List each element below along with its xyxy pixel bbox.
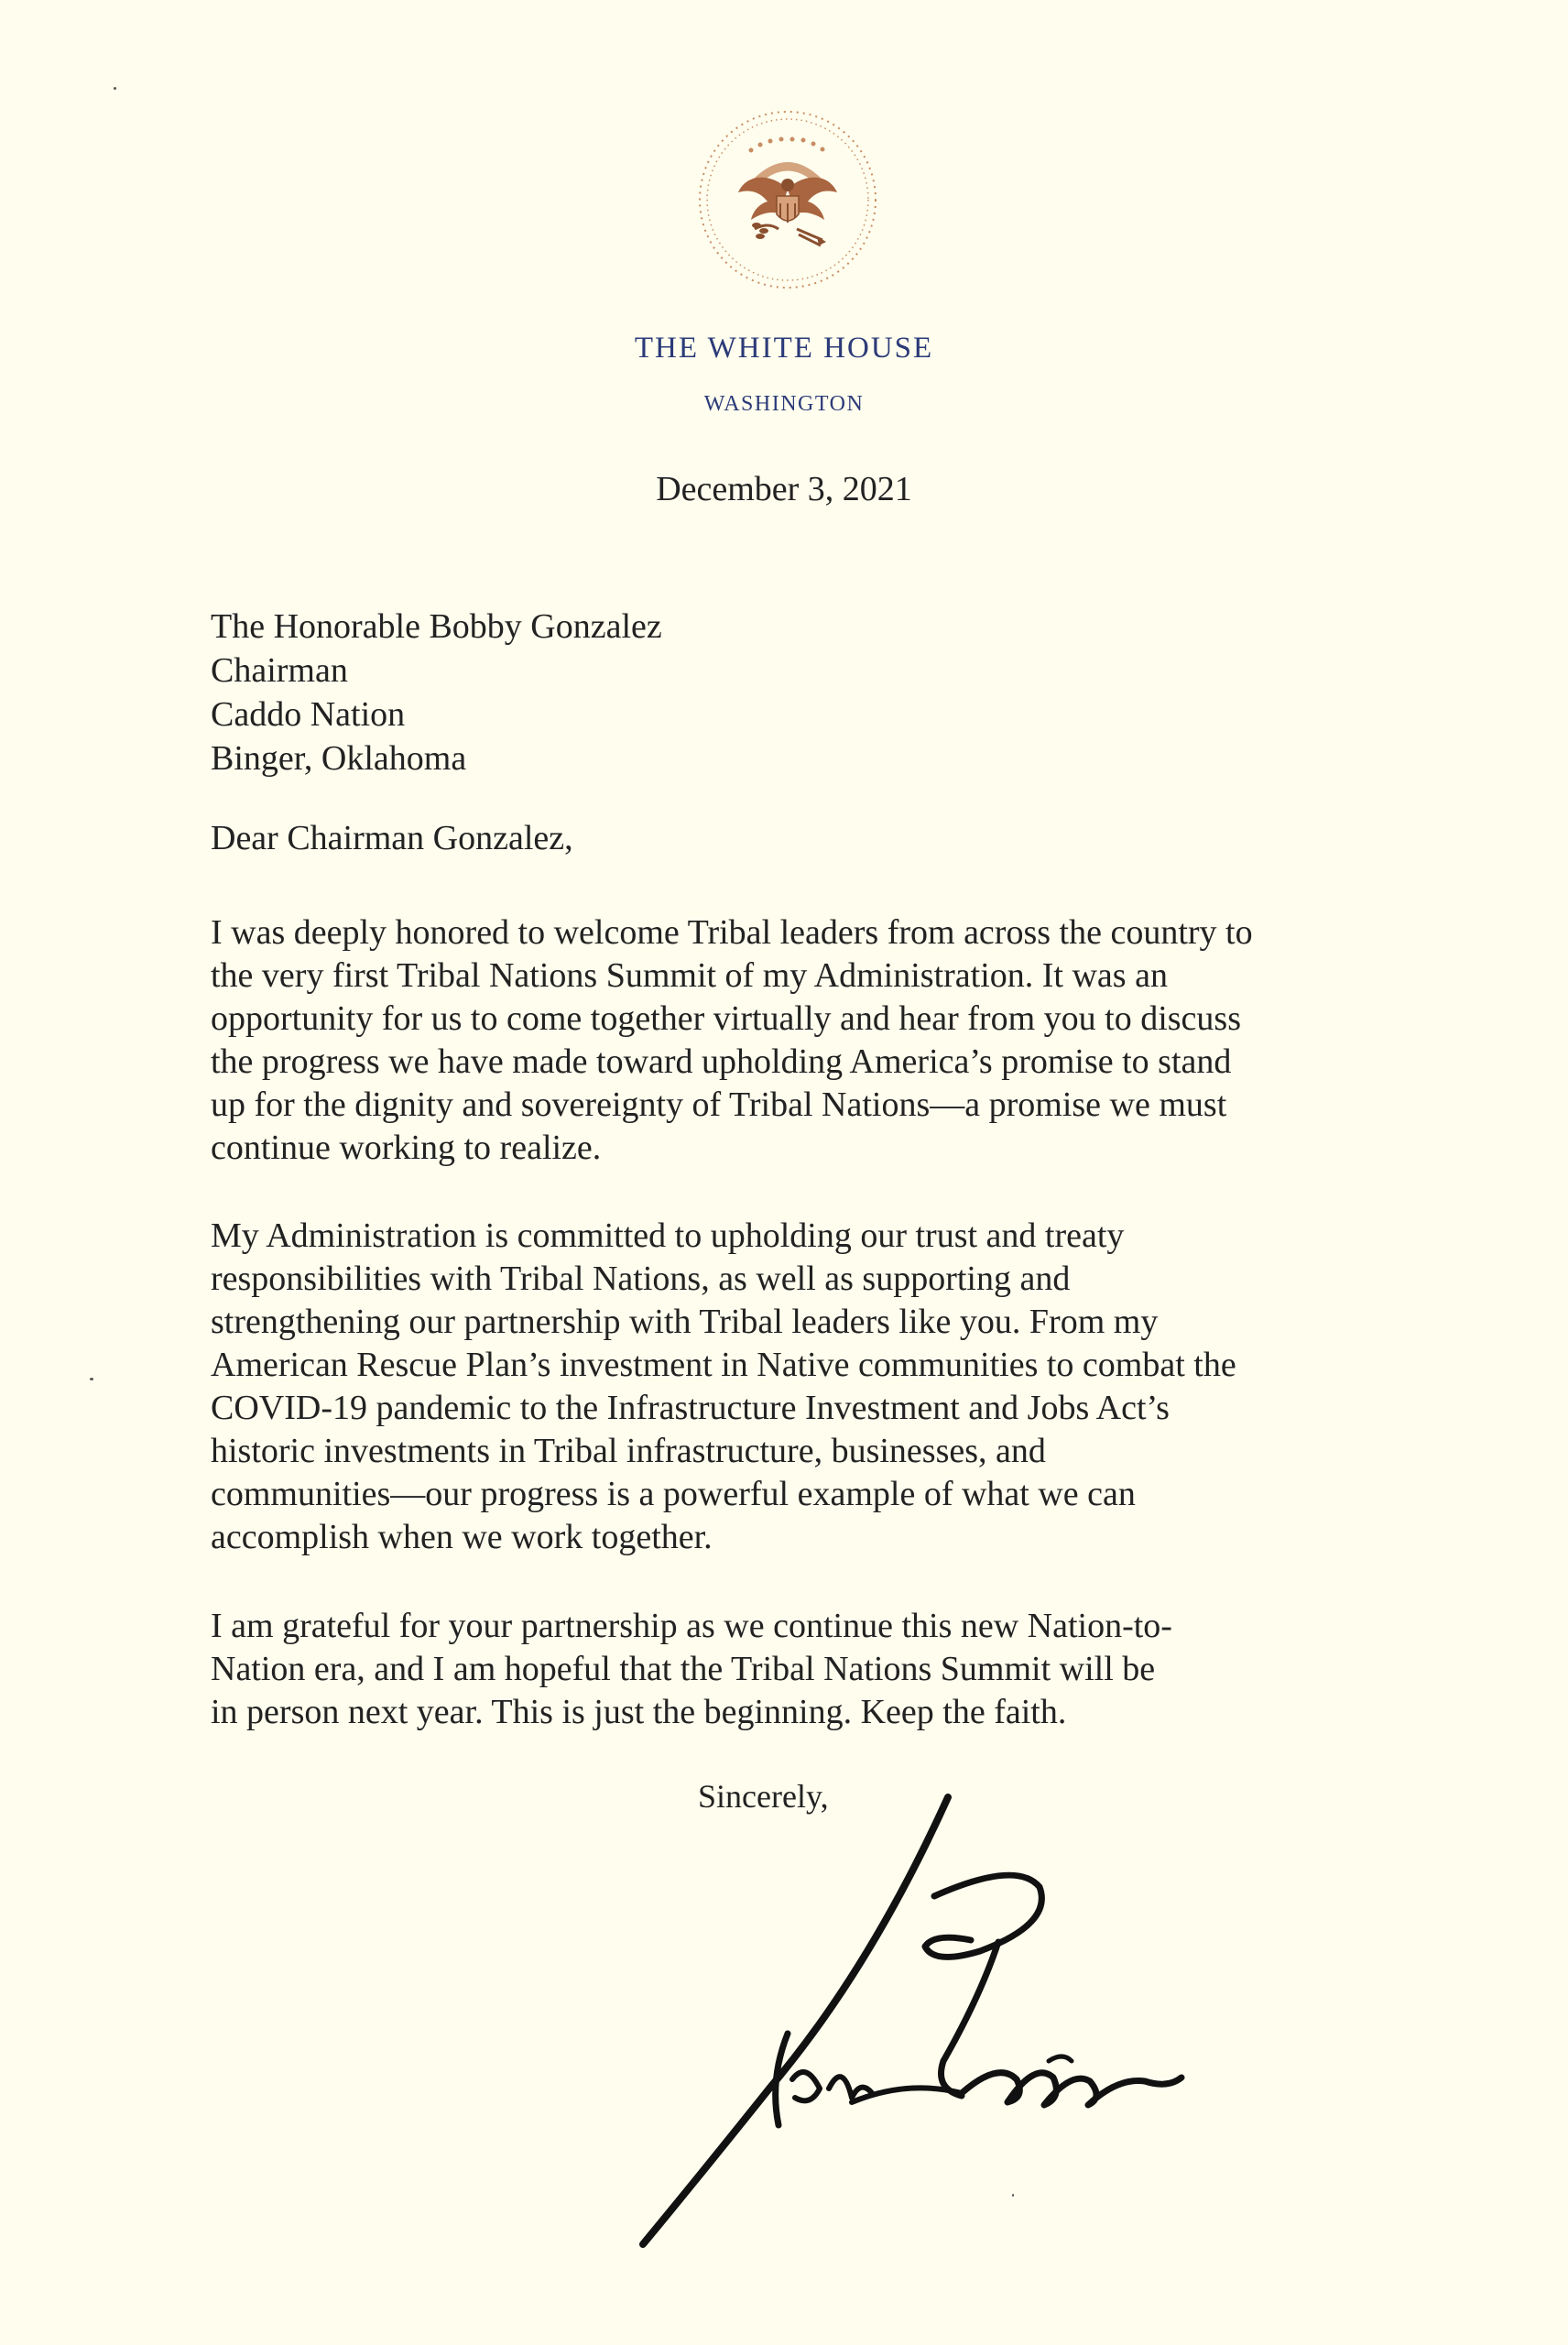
- recipient-address: [211, 605, 662, 780]
- body-paragraph-1: [211, 911, 1253, 1170]
- recipient-location: Binger, Oklahoma: [211, 739, 467, 778]
- paragraph-line: COVID-19 pandemic to the Infrastructure Investment and Jobs Act’s: [211, 1389, 1170, 1427]
- body-paragraph-2: [211, 1215, 1236, 1559]
- letterhead-city: WASHINGTON: [703, 392, 865, 416]
- paragraph-line: strengthening our partnership with Tribal leaders like you. From my: [211, 1303, 1159, 1341]
- paragraph-line: the progress we have made toward upholding America’s promise to stand: [211, 1042, 1232, 1081]
- paragraph-line: responsibilities with Tribal Nations, as well as supporting and: [211, 1260, 1071, 1298]
- recipient-name: The Honorable Bobby Gonzalez: [211, 607, 662, 646]
- paragraph-line: communities—our progress is a powerful example of what we can: [211, 1475, 1136, 1513]
- paragraph-line: continue working to realize.: [211, 1129, 602, 1167]
- paragraph-line: opportunity for us to come together virtually and hear from you to discuss: [211, 999, 1241, 1038]
- paragraph-line: accomplish when we work together.: [211, 1518, 713, 1556]
- paper-speck: [114, 87, 116, 90]
- paper-speck: [90, 1378, 93, 1380]
- paragraph-line: up for the dignity and sovereignty of Tribal Nations—a promise we must: [211, 1085, 1227, 1124]
- paragraph-line: historic investments in Tribal infrastructure, businesses, and: [211, 1432, 1046, 1470]
- paragraph-line: in person next year. This is just the beginning. Keep the faith.: [211, 1693, 1067, 1731]
- paragraph-line: the very first Tribal Nations Summit of my Administration. It was an: [211, 956, 1168, 995]
- presidential-seal-icon: [696, 108, 879, 291]
- closing: Sincerely,: [698, 1778, 829, 1815]
- letterhead-title: THE WHITE HOUSE: [634, 332, 934, 365]
- paragraph-line: I was deeply honored to welcome Tribal leaders from across the country to: [211, 913, 1253, 952]
- paragraph-line: American Rescue Plan’s investment in Native communities to combat the: [211, 1346, 1236, 1384]
- paragraph-line: My Administration is committed to upholding our trust and treaty: [211, 1216, 1125, 1255]
- salutation: Dear Chairman Gonzalez,: [211, 819, 573, 857]
- recipient-organization: Caddo Nation: [211, 695, 406, 734]
- letter-date: December 3, 2021: [656, 470, 912, 508]
- paragraph-line: I am grateful for your partnership as we continue this new Nation-to-: [211, 1607, 1172, 1645]
- handwritten-signature-icon: [632, 1786, 1236, 2263]
- recipient-title: Chairman: [211, 651, 348, 690]
- paragraph-line: Nation era, and I am hopeful that the Tribal Nations Summit will be: [211, 1650, 1156, 1688]
- paper-speck: [1012, 2194, 1014, 2197]
- body-paragraph-3: [211, 1605, 1172, 1734]
